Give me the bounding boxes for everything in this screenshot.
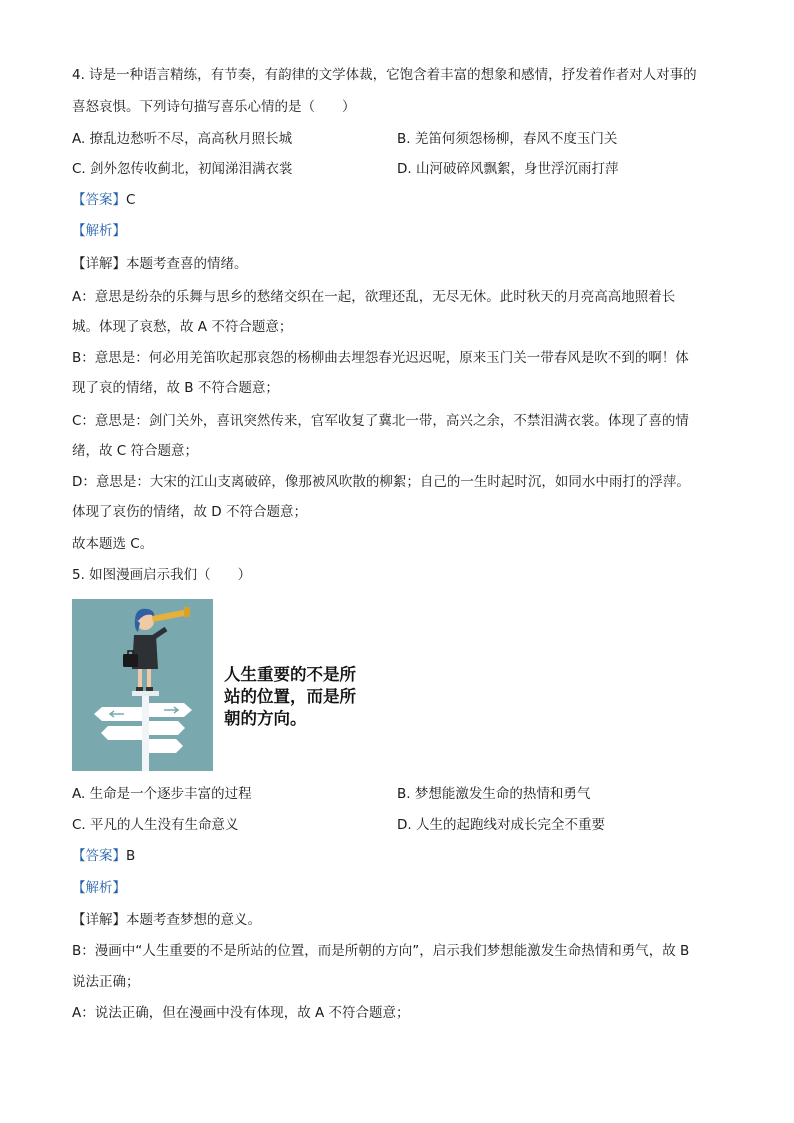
q4-option-b: B. 羌笛何须怨杨柳，春风不度玉门关 xyxy=(397,131,618,147)
q5-analysis-tag: 【解析】 xyxy=(72,880,126,896)
answer-value: B xyxy=(126,848,136,864)
q5-option-d: D. 人生的起跑线对成长完全不重要 xyxy=(397,817,605,833)
q5-explanation-b-line1: B：漫画中“人生重要的不是所站的位置，而是所朝的方向”，启示我们梦想能激发生命热情和勇气，故 B xyxy=(72,943,690,959)
q4-explanation-a-line1: A：意思是纷杂的乐舞与思乡的愁绪交织在一起，欲理还乱，无尽无休。此时秋天的月亮高高地照着长 xyxy=(72,289,676,305)
answer-value: C xyxy=(126,192,136,208)
q4-explanation-a-line2: 城。体现了哀愁，故 A 不符合题意； xyxy=(72,319,293,335)
q5-stem: 5. 如图漫画启示我们（ ） xyxy=(72,567,252,583)
answer-tag: 【答案】 xyxy=(72,848,126,864)
q5-answer xyxy=(72,847,135,865)
cartoon-illustration xyxy=(72,599,213,771)
q5-explanation-a: A：说法正确，但在漫画中没有体现，故 A 不符合题意； xyxy=(72,1005,410,1021)
q4-stem-line2: 喜怒哀惧。下列诗句描写喜乐心情的是（ ） xyxy=(72,99,356,115)
q4-option-a: A. 撩乱边愁听不尽，高高秋月照长城 xyxy=(72,131,293,147)
cartoon-caption-line2: 站的位置，而是所 xyxy=(224,687,356,706)
q4-analysis-tag: 【解析】 xyxy=(72,223,126,239)
q4-explanation-d-line1: D：意思是：大宋的江山支离破碎，像那被风吹散的柳絮；自己的一生时起时沉，如同水中雨打的浮萍。 xyxy=(72,474,690,490)
q4-option-d: D. 山河破碎风飘絮，身世浮沉雨打萍 xyxy=(397,161,619,177)
q5-option-c: C. 平凡的人生没有生命意义 xyxy=(72,817,239,833)
q4-explanation-c-line1: C：意思是：剑门关外，喜讯突然传来，官军收复了冀北一带，高兴之余，不禁泪满衣裳。体现了喜的情 xyxy=(72,413,689,429)
detail-tag: 【详解】 xyxy=(72,912,126,928)
q5-option-a: A. 生命是一个逐步丰富的过程 xyxy=(72,786,252,802)
q5-detail xyxy=(72,911,261,929)
q4-stem-line1: 4. 诗是一种语言精练，有节奏，有韵律的文学体裁，它饱含着丰富的想象和感情，抒发着作者对人对事的 xyxy=(72,67,697,83)
q5-option-b: B. 梦想能激发生命的热情和勇气 xyxy=(397,786,591,802)
q4-option-c: C. 剑外忽传收蓟北，初闻涕泪满衣裳 xyxy=(72,161,293,177)
detail-text: 本题考查梦想的意义。 xyxy=(126,912,261,928)
detail-text: 本题考查喜的情绪。 xyxy=(126,256,248,272)
cartoon-image xyxy=(72,599,213,771)
q4-explanation-b-line1: B：意思是：何必用羌笛吹起那哀怨的杨柳曲去埋怨春光迟迟呢，原来玉门关一带春风是吹不到的啊！体 xyxy=(72,350,689,366)
q5-explanation-b-line2: 说法正确； xyxy=(72,974,140,990)
q4-explanation-c-line2: 绪，故 C 符合题意； xyxy=(72,443,199,459)
detail-tag: 【详解】 xyxy=(72,256,126,272)
q4-answer xyxy=(72,191,135,209)
q4-conclusion: 故本题选 C。 xyxy=(72,536,154,552)
answer-tag: 【答案】 xyxy=(72,192,126,208)
q4-explanation-b-line2: 现了哀的情绪，故 B 不符合题意； xyxy=(72,380,279,396)
q4-explanation-d-line2: 体现了哀伤的情绪，故 D 不符合题意； xyxy=(72,504,307,520)
q4-detail xyxy=(72,255,248,273)
cartoon-caption-line3: 朝的方向。 xyxy=(224,709,307,728)
cartoon-caption-line1: 人生重要的不是所 xyxy=(224,665,356,684)
